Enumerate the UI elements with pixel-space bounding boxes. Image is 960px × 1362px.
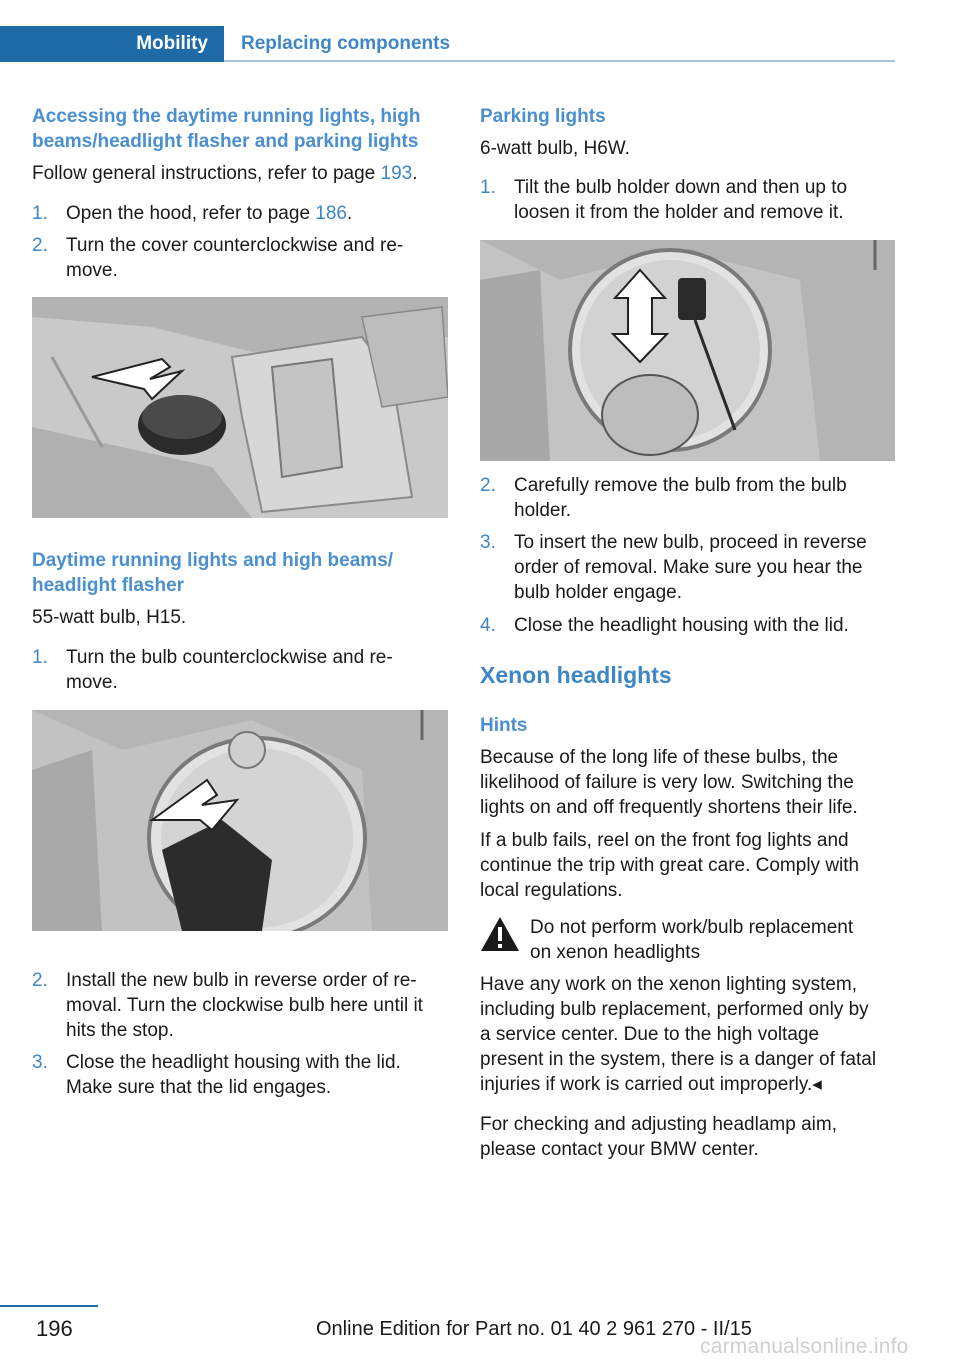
left-intro-end: . bbox=[412, 163, 418, 184]
left-step-b3: Close the headlight housing with the lid. Make sure that the lid engages. bbox=[66, 1052, 401, 1098]
page-link-193[interactable]: 193 bbox=[380, 163, 413, 184]
left-heading: Accessing the daytime running lights, high beams/headlight flasher and parking lights bbox=[32, 106, 421, 152]
left-step-b1: Turn the bulb counterclockwise and re- move. bbox=[66, 647, 393, 693]
left-step-b2: Install the new bulb in reverse order of re- moval. Turn the clockwise bulb here until it hits the stop. bbox=[66, 970, 423, 1041]
figure-parking-bulb-holder bbox=[480, 240, 895, 461]
step-number: 2. bbox=[480, 475, 496, 496]
right-step-b3: To insert the new bulb, proceed in reverse order of removal. Make sure you hear the bulb holder engage. bbox=[514, 532, 867, 603]
page-header bbox=[0, 26, 895, 62]
step-number: 2. bbox=[32, 235, 48, 256]
right-step-a1: Tilt the bulb holder down and then up to loosen it from the holder and remove it. bbox=[514, 177, 848, 223]
step-number: 2. bbox=[32, 970, 48, 991]
warning-body: Have any work on the xenon lighting system, including bulb replacement, performed only by a service center. Due to the high voltage present in the system, there is a danger of fatal injuries if work is carried out improperly.◂ bbox=[480, 974, 877, 1095]
edition-info: Online Edition for Part no. 01 40 2 961 270 - II/15 bbox=[316, 1318, 752, 1340]
step-number: 1. bbox=[32, 647, 48, 668]
right-subheading-parking: Parking lights bbox=[480, 106, 606, 127]
step-number: 4. bbox=[480, 615, 496, 636]
page-number: 196 bbox=[36, 1316, 73, 1341]
header-tab-mobility: Mobility bbox=[0, 26, 224, 62]
right-bulb-spec: 6-watt bulb, H6W. bbox=[480, 138, 630, 159]
closing-paragraph: For checking and adjusting headlamp aim, please contact your BMW center. bbox=[480, 1114, 837, 1160]
left-intro bbox=[32, 161, 452, 186]
left-intro-text: Follow general instructions, refer to page bbox=[32, 163, 381, 184]
section-heading-xenon: Xenon headlights bbox=[480, 662, 672, 688]
step-number: 1. bbox=[480, 177, 496, 198]
footer-rule bbox=[0, 1305, 98, 1307]
hints-paragraph-1: Because of the long life of these bulbs, the likelihood of failure is very low. Switching the lights on and off frequently shortens their life. bbox=[480, 747, 858, 818]
warning-triangle-icon bbox=[480, 916, 520, 952]
warning-title: Do not perform work/bulb replacement on xenon headlights bbox=[530, 917, 854, 963]
hints-paragraph-2: If a bulb fails, reel on the front fog lights and continue the trip with great care. Comply with local regulations. bbox=[480, 830, 860, 901]
left-step-a1-text: Open the hood, refer to page bbox=[66, 203, 316, 224]
figure-headlight-cover bbox=[32, 297, 448, 518]
left-step-a2: Turn the cover counterclockwise and re- move. bbox=[66, 235, 404, 281]
hints-heading: Hints bbox=[480, 715, 528, 736]
left-step-a1-end: . bbox=[347, 203, 353, 224]
left-subheading-drl: Daytime running lights and high beams/ headlight flasher bbox=[32, 550, 394, 596]
page-link-186[interactable]: 186 bbox=[315, 203, 347, 224]
right-step-b2: Carefully remove the bulb from the bulb holder. bbox=[514, 475, 847, 521]
step-number: 3. bbox=[32, 1052, 48, 1073]
left-bulb-spec: 55-watt bulb, H15. bbox=[32, 607, 187, 628]
header-tab-replacing-components: Replacing components bbox=[241, 33, 451, 54]
watermark: carmanualsonline.info bbox=[700, 1335, 909, 1358]
figure-h15-bulb bbox=[32, 710, 448, 931]
step-number: 1. bbox=[32, 203, 48, 224]
right-step-b4: Close the headlight housing with the lid. bbox=[514, 615, 849, 636]
left-step-a1 bbox=[66, 201, 446, 226]
step-number: 3. bbox=[480, 532, 496, 553]
